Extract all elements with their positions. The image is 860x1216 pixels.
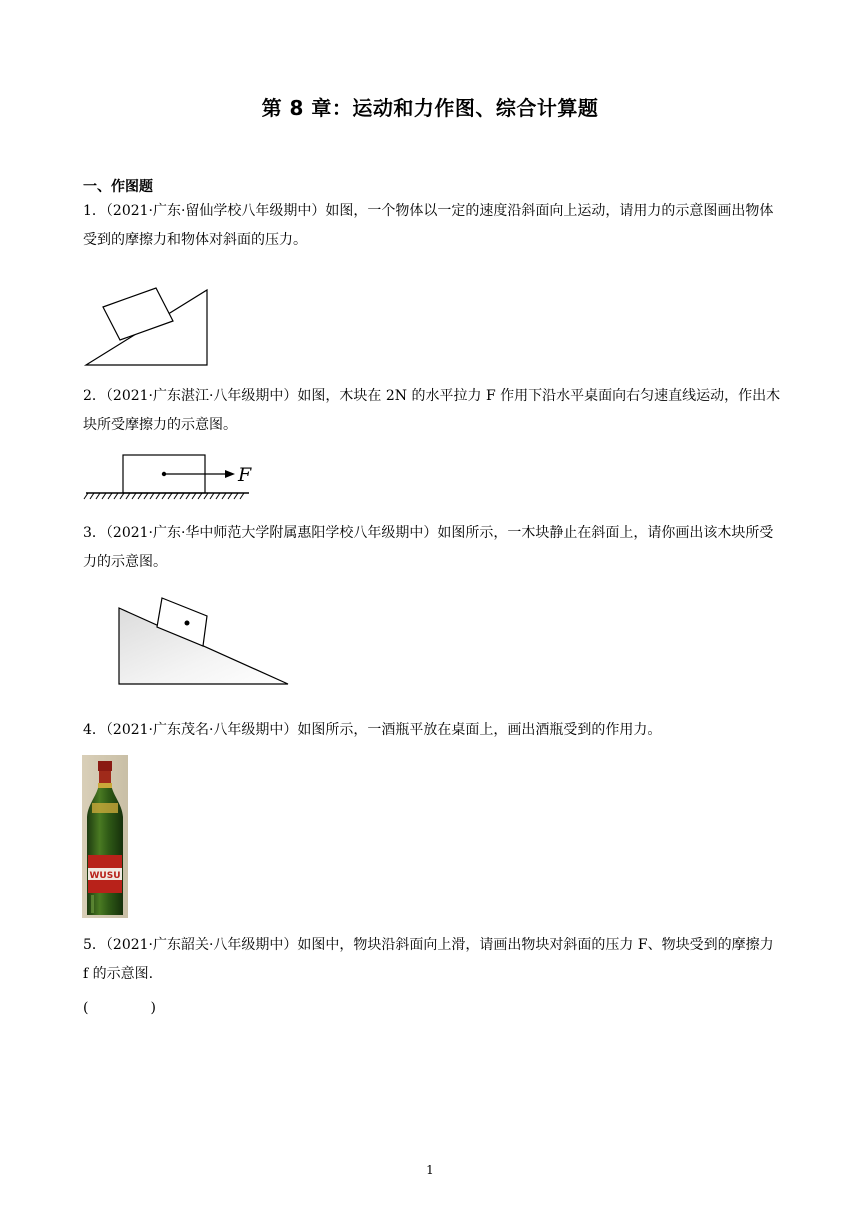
answer-blank [83, 1000, 156, 1016]
question-5: 5．（2021·广东韶关·八年级期中）如图中，物块沿斜面向上滑，请画出物块对斜面的压力 F、物块受到的摩擦力 f 的示意图. [83, 937, 774, 982]
bottle-label: WUSU [89, 871, 121, 881]
page-title: 第 8 章：运动和力作图、综合计算题 [261, 96, 599, 120]
figure-incline-block-1 [83, 285, 213, 370]
figure-horizontal-block [83, 452, 263, 502]
question-4: 4．（2021·广东茂名·八年级期中）如图所示，一酒瓶平放在桌面上，画出酒瓶受到的作用力。 [83, 722, 662, 738]
answer-blank-open: ( [83, 1000, 89, 1016]
question-3: 3．（2021·广东·华中师范大学附属惠阳学校八年级期中）如图所示，一木块静止在斜面上，请你画出该木块所受力的示意图。 [83, 525, 774, 570]
figure-incline-block-3 [116, 594, 292, 688]
answer-blank-close: ) [150, 1000, 156, 1016]
section-heading: 一、作图题 [83, 179, 153, 195]
figure-beer-bottle [82, 755, 128, 918]
question-2: 2．（2021·广东湛江·八年级期中）如图，木块在 2N 的水平拉力 F 作用下沿水平桌面向右匀速直线运动，作出木块所受摩擦力的示意图。 [83, 388, 781, 433]
force-label-f: F [238, 464, 252, 486]
question-1: 1．（2021·广东·留仙学校八年级期中）如图，一个物体以一定的速度沿斜面向上运动，请用力的示意图画出物体受到的摩擦力和物体对斜面的压力。 [83, 203, 774, 248]
page-number: 1 [426, 1163, 434, 1177]
